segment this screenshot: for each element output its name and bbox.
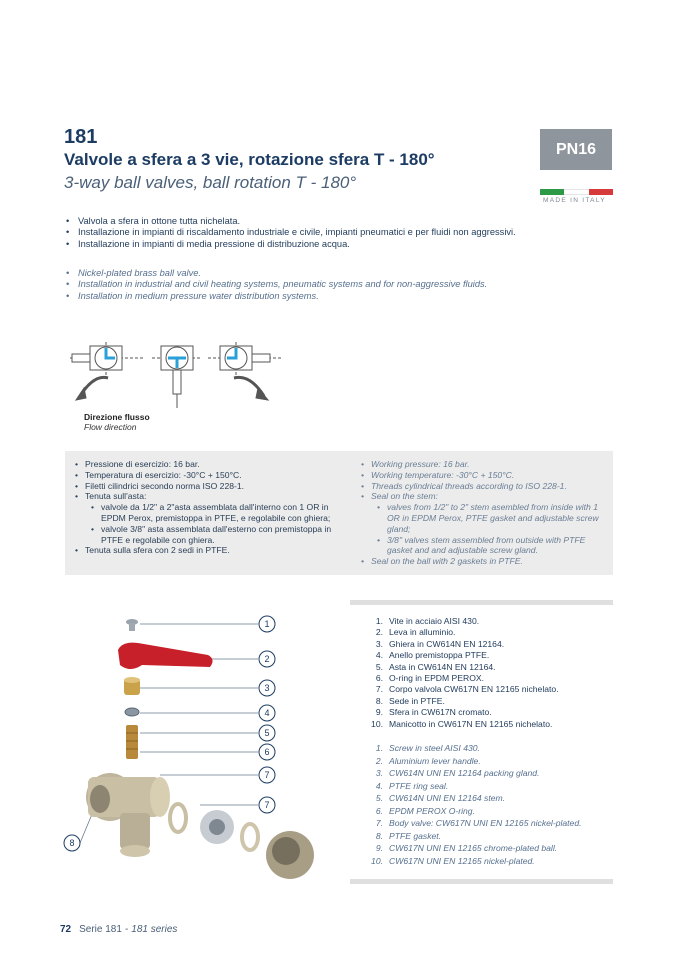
page-footer: [60, 924, 177, 935]
spec-it-item: • Filetti cilindrici secondo norma ISO 228-1.: [71, 481, 333, 492]
product-code: 181: [64, 126, 98, 148]
features-english: [64, 268, 534, 302]
flag-white: [564, 189, 588, 195]
feature-en-item: • Installation in industrial and civil heating systems, pneumatic systems and for non-aggressive fluids.: [64, 279, 534, 290]
parts-list-italian: [368, 616, 608, 730]
part-it-item: 4. Anello premistoppa PTFE.: [375, 650, 490, 661]
feature-it-item: • Installazione in impianti di riscaldamento industriale e civile, impianti pneumatici e per fluidi non aggressivi.: [64, 227, 534, 238]
part-it-item: 9. Sfera in CW617N cromato.: [375, 707, 492, 718]
flag-red: [589, 189, 613, 195]
callout-8: [64, 835, 80, 851]
callout-3: [259, 680, 275, 696]
flow-label-italian: Direzione flusso: [84, 412, 150, 422]
valve-position-left: [70, 342, 144, 400]
series-english: 181 series: [131, 924, 178, 935]
parts-box-bottom-bar: [350, 879, 613, 884]
title-italian: Valvole a sfera a 3 vie, rotazione sfera T - 180°: [64, 150, 435, 169]
flag-green: [540, 189, 564, 195]
feature-it-item: • Valvola a sfera in ottone tutta nichelata.: [64, 216, 534, 227]
valve-position-right: [208, 342, 282, 400]
spec-en-item: • Seal on the ball with 2 gaskets in PTFE.: [357, 556, 607, 567]
part-it-item: 8. Sede in PTFE.: [375, 695, 445, 706]
packing-gland-part: [124, 677, 140, 695]
spec-en-subitem: • 3/8" valves stem assembled from outside with PTFE gasket and and adjustable screw gland.: [357, 535, 607, 557]
part-it-item: 5. Asta in CW614N EN 12164.: [375, 661, 496, 672]
spec-en-item: • Working temperature: -30°C + 150°C.: [357, 470, 607, 481]
part-en-item: 9. CW617N UNI EN 12165 chrome-plated ball.: [375, 843, 558, 853]
part-en-item: 5. CW614N UNI EN 12164 stem.: [375, 793, 506, 803]
sleeve-part: [266, 831, 314, 879]
callout-5: [259, 725, 275, 741]
features-italian: [64, 216, 534, 250]
valve-position-center: [152, 346, 202, 408]
made-in-italy: MADE IN ITALY: [543, 197, 606, 204]
parts-box-top-bar: [350, 600, 613, 605]
callout-2: [259, 651, 275, 667]
part-it-item: 7. Corpo valvola CW617N EN 12165 nichelato.: [375, 684, 559, 695]
lever-handle-part: [118, 643, 213, 669]
feature-it-item: • Installazione in impianti di media pressione di distribuzione acqua.: [64, 239, 534, 250]
spec-en-item: • Seal on the stem:: [357, 491, 607, 502]
series-italian: Serie 181: [79, 924, 122, 935]
part-it-item: 1. Vite in acciaio AISI 430.: [375, 616, 480, 626]
spec-it-subitem: • valvole da 1/2" a 2"asta assemblata dall'interno con 1 OR in EPDM Perox, premistoppa in PTFE, e regolabile con ghiera;: [71, 502, 333, 524]
callout-label: 8: [69, 838, 75, 848]
part-en-item: 3. CW614N UNI EN 12164 packing gland.: [375, 768, 540, 778]
callout-label: 7: [264, 770, 270, 780]
callout-7b: [259, 797, 275, 813]
part-en-item: 1. Screw in steel AISI 430.: [375, 743, 480, 753]
callout-6: [259, 744, 275, 760]
spec-it-item: • Tenuta sulla sfera con 2 sedi in PTFE.: [71, 545, 333, 556]
feature-en-item: • Installation in medium pressure water distribution systems.: [64, 291, 534, 302]
flow-label-english: Flow direction: [84, 422, 137, 432]
part-en-item: 8. PTFE gasket.: [375, 830, 442, 841]
part-en-item: 10. CW617N UNI EN 12165 nickel-plated.: [371, 855, 535, 866]
part-en-item: 6. EPDM PEROX O-ring.: [375, 805, 475, 816]
feature-en-item: • Nickel-plated brass ball valve.: [64, 268, 534, 279]
spec-it-item: • Tenuta sull'asta:: [71, 491, 333, 502]
callout-label: 7: [264, 800, 270, 810]
callout-1: [259, 616, 275, 632]
spec-en-item: • Working pressure: 16 bar.: [357, 459, 607, 470]
specs-english: [357, 459, 607, 567]
parts-list-english: [368, 742, 608, 867]
part-it-item: 3. Ghiera in CW614N EN 12164.: [375, 638, 505, 649]
valve-body-part: [86, 773, 170, 857]
parts-list-box: [350, 600, 613, 884]
title-english: 3-way ball valves, ball rotation T - 180°: [64, 173, 357, 192]
flow-direction-diagram: [68, 338, 288, 413]
spec-en-subitem: • valves from 1/2" to 2" stem asembled from inside with 1 OR in EPDM Perox, PTFE gasket and adjustable screw gland;: [357, 502, 607, 534]
o-ring-seat-part: [242, 824, 258, 850]
callout-7a: [259, 767, 275, 783]
part-it-item: 10. Manicotto in CW617N EN 12165 nichelato.: [371, 718, 553, 729]
part-it-item: 2. Leva in alluminio.: [375, 627, 456, 638]
spec-it-item: • Temperatura di esercizio: -30°C + 150°C.: [71, 470, 333, 481]
spec-it-subitem: • valvole 3/8" asta assemblata dall'esterno con premistoppa in PTFE e regolabile con ghiera.: [71, 524, 333, 546]
specs-italian: [71, 459, 333, 556]
ball-part: [200, 810, 234, 844]
callout-label: 2: [264, 654, 270, 664]
exploded-view-illustration: [60, 605, 340, 885]
callout-label: 4: [264, 708, 270, 718]
screw-part: [126, 619, 138, 631]
pressure-badge: PN16: [540, 129, 612, 170]
italy-flag-icon: [540, 189, 613, 195]
page-number: 72: [60, 924, 72, 935]
part-en-item: 2. Aluminium lever handle.: [375, 755, 481, 766]
specifications-box: [65, 451, 613, 575]
part-it-item: 6. O-ring in EPDM PEROX.: [375, 673, 485, 684]
spec-it-item: • Pressione di esercizio: 16 bar.: [71, 459, 333, 470]
callout-label: 1: [264, 619, 270, 629]
callout-label: 6: [264, 747, 270, 757]
footer-separator: -: [124, 924, 129, 935]
callout-4: [259, 705, 275, 721]
callout-label: 3: [264, 683, 270, 693]
callout-label: 5: [264, 728, 270, 738]
part-en-item: 7. Body valve: CW617N UNI EN 12165 nickel-plated.: [375, 818, 582, 828]
ptfe-ring-part: [125, 708, 139, 716]
spec-en-item: • Threads cylindrical threads according to ISO 228-1.: [357, 481, 607, 492]
part-en-item: 4. PTFE ring seal.: [375, 780, 449, 791]
stem-part: [126, 725, 138, 759]
ptfe-seat-part: [170, 804, 186, 832]
